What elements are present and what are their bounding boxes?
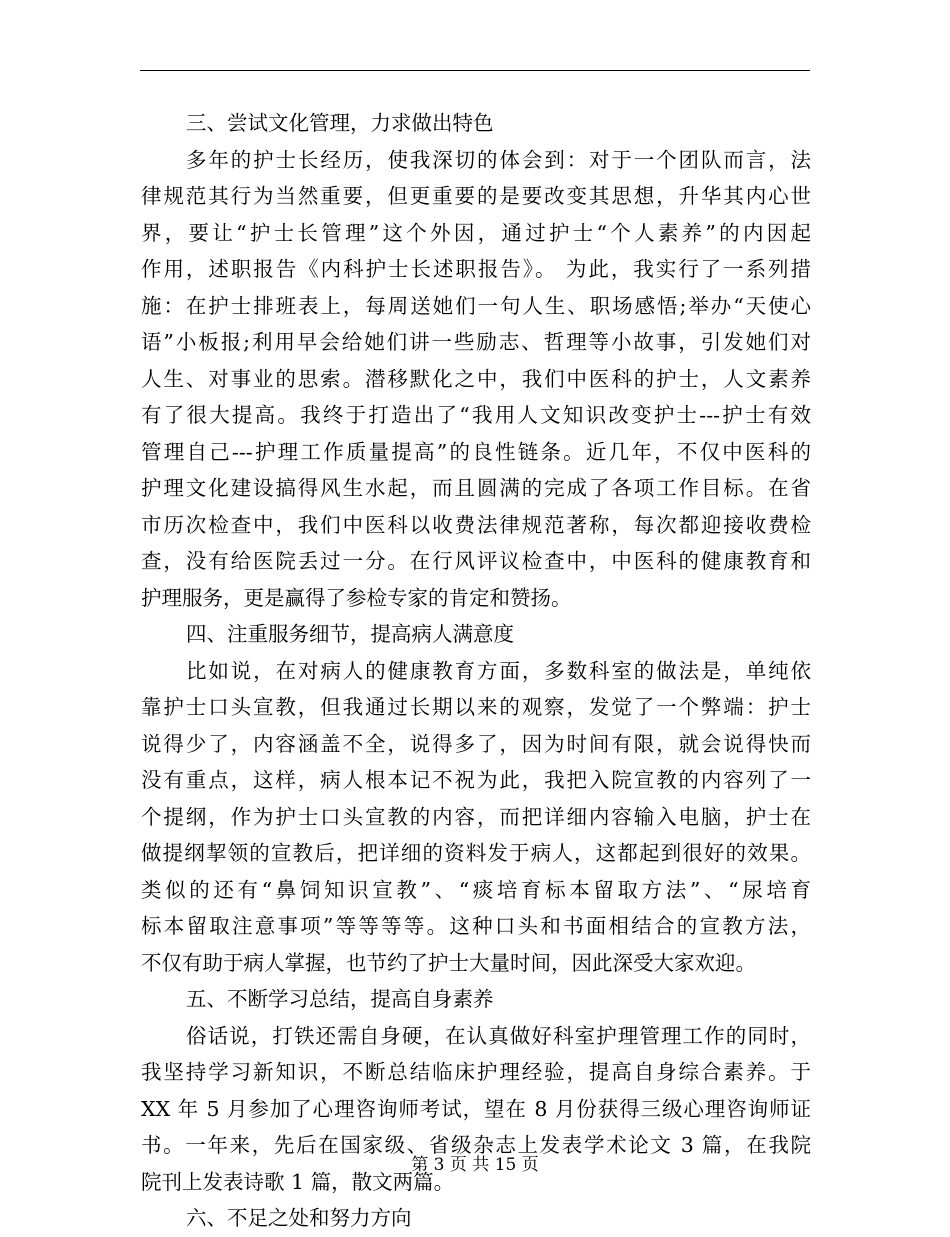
text-line: 六、不足之处和努力方向 xyxy=(186,1206,412,1230)
text-line: 有了很大提高。我终于打造出了“我用人文知识改变护士---护士有效 xyxy=(141,403,811,427)
text-line: 多年的护士长经历，使我深切的体会到：对于一个团队而言，法 xyxy=(186,147,811,172)
text-line: 语”小板报;利用早会给她们讲一些励志、哲理等小故事，引发她们对 xyxy=(141,330,811,354)
text-line: 俗话说，打铁还需自身硬，在认真做好科室护理管理工作的同时， xyxy=(186,1023,811,1048)
text-line: 施：在护士排班表上，每周送她们一句人生、职场感悟;举办“天使心 xyxy=(141,293,811,318)
text-line: 人生、对事业的思索。潜移默化之中，我们中医科的护士，人文素养 xyxy=(141,366,811,391)
text-line: 书。一年来，先后在国家级、省级杂志上发表学术论文 3 篇，在我院 xyxy=(141,1133,811,1157)
text-line: 作用，述职报告《内科护士长述职报告》。 为此，我实行了一系列措 xyxy=(141,257,811,281)
text-line: 说得少了，内容涵盖不全，说得多了，因为时间有限，就会说得快而 xyxy=(141,731,811,756)
text-line: XX 年 5 月参加了心理咨询师考试，望在 8 月份获得三级心理咨询师证 xyxy=(141,1096,811,1121)
page-footer: 第 3 页 共 15 页 xyxy=(411,1155,539,1175)
text-line: 做提纲挈领的宣教后，把详细的资料发于病人，这都起到很好的效果。 xyxy=(141,841,811,865)
text-line: 不仅有助于病人掌握，也节约了护士大量时间，因此深受大家欢迎。 xyxy=(141,950,756,975)
text-line: 界，要让“护士长管理”这个外因，通过护士“个人素养”的内因起 xyxy=(141,220,811,245)
text-line: 院刊上发表诗歌 1 篇，散文两篇。 xyxy=(141,1169,455,1194)
text-line: 没有重点，这样，病人根本记不祝为此，我把入院宣教的内容列了一 xyxy=(141,768,811,792)
text-line: 四、注重服务细节，提高病人满意度 xyxy=(186,622,514,646)
text-line: 比如说，在对病人的健康教育方面，多数科室的做法是，单纯依 xyxy=(186,658,811,683)
text-line: 我坚持学习新知识，不断总结临床护理经验，提高自身综合素养。于 xyxy=(141,1060,811,1084)
text-line: 五、不断学习总结，提高自身素养 xyxy=(186,987,494,1011)
text-line: 护理文化建设搞得风生水起，而且圆满的完成了各项工作目标。在省 xyxy=(141,476,811,500)
document-body xyxy=(141,105,811,1237)
text-line: 查，没有给医院丢过一分。在行风评议检查中，中医科的健康教育和 xyxy=(141,549,811,573)
text-line: 标本留取注意事项”等等等等。这种口头和书面相结合的宣教方法， xyxy=(141,914,811,938)
text-line: 类似的还有“鼻饲知识宣教”、“痰培育标本留取方法”、“尿培育 xyxy=(141,877,811,902)
text-line: 律规范其行为当然重要，但更重要的是要改变其思想，升华其内心世 xyxy=(141,184,811,208)
text-line: 市历次检查中，我们中医科以收费法律规范著称，每次都迎接收费检 xyxy=(141,512,811,537)
text-line: 护理服务，更是赢得了参检专家的肯定和赞扬。 xyxy=(141,585,572,610)
text-line: 个提纲，作为护士口头宣教的内容，而把详细内容输入电脑，护士在 xyxy=(141,804,811,829)
text-line: 管理自己---护理工作质量提高”的良性链条。近几年，不仅中医科的 xyxy=(141,439,811,464)
header-rule xyxy=(140,70,810,71)
text-line: 靠护士口头宣教，但我通过长期以来的观察，发觉了一个弊端：护士 xyxy=(141,695,811,719)
text-line: 三、尝试文化管理，力求做出特色 xyxy=(186,111,494,135)
